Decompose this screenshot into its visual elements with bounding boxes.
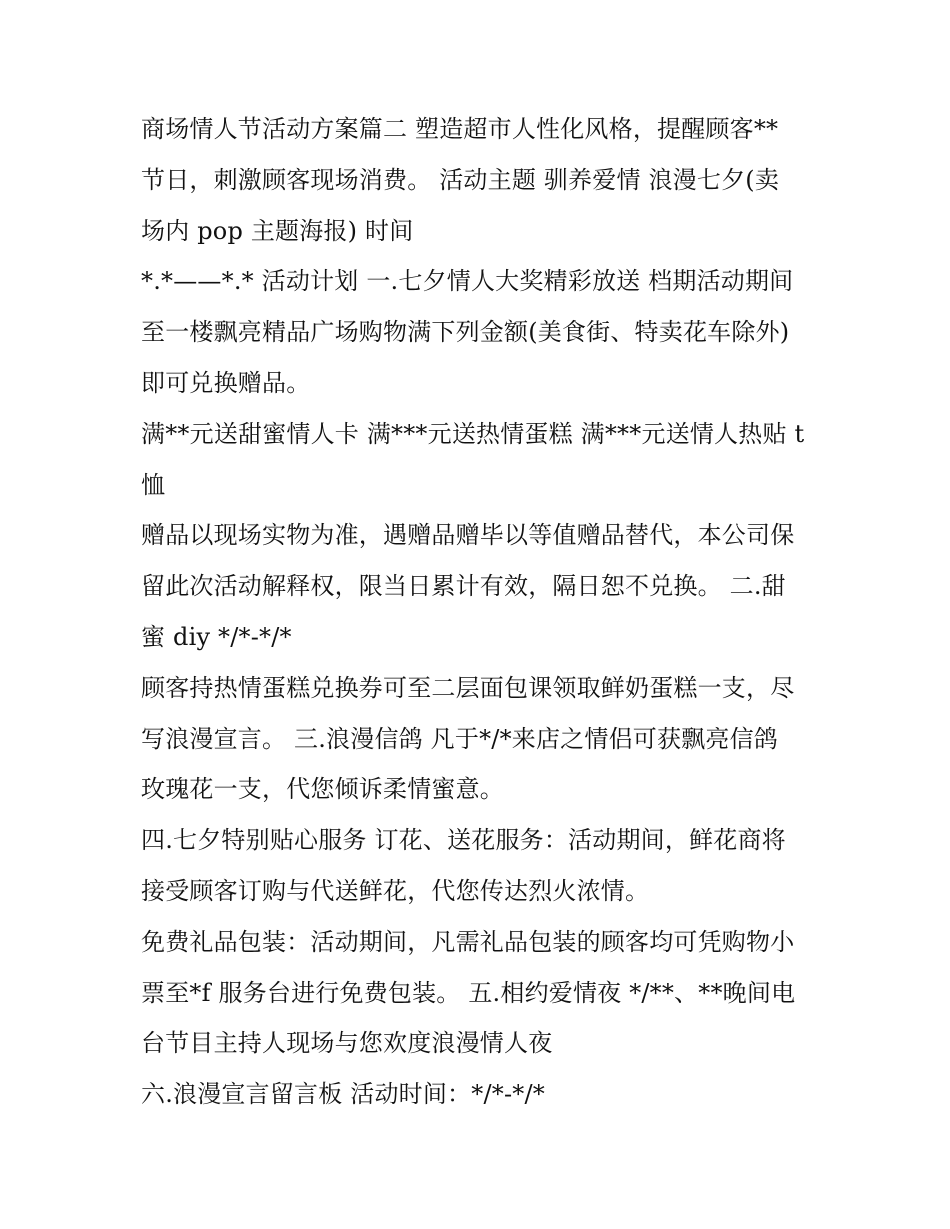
text-line: 四.七夕特别贴心服务 订花、送花服务：活动期间，鲜花商将: [141, 826, 786, 855]
text-line: 场内 pop 主题海报) 时间: [141, 216, 414, 245]
text-line: 顾客持热情蛋糕兑换券可至二层面包课领取鲜奶蛋糕一支，尽: [141, 673, 795, 702]
text-line: 票至*f 服务台进行免费包装。 五.相约爱情夜 */**、**晚间电: [141, 978, 796, 1007]
text-line: 蜜 diy */*-*/*: [141, 622, 292, 651]
text-line: 六.浪漫宣言留言板 活动时间：*/*-*/*: [141, 1080, 545, 1109]
text-line: 台节目主持人现场与您欢度浪漫情人夜: [141, 1029, 553, 1058]
text-line: 留此次活动解释权，限当日累计有效，隔日恕不兑换。 二.甜: [141, 572, 786, 601]
text-line: 至一楼飘亮精品广场购物满下列金额(美食街、特卖花车除外): [141, 318, 790, 347]
text-line: 商场情人节活动方案篇二 塑造超市人性化风格，提醒顾客**: [141, 115, 779, 143]
text-line: 恤: [141, 470, 166, 499]
document-body: [141, 107, 821, 1123]
text-line: 即可兑换赠品。: [141, 368, 311, 397]
text-line: 节日，刺激顾客现场消费。 活动主题 驯养爱情 浪漫七夕(卖: [141, 165, 780, 194]
text-line: *.*——*.* 活动计划 一.七夕情人大奖精彩放送 档期活动期间: [141, 267, 794, 296]
text-line: 赠品以现场实物为准，遇赠品赠毕以等值赠品替代，本公司保: [141, 521, 795, 550]
text-line: 接受顾客订购与代送鲜花，代您传达烈火浓情。: [141, 876, 650, 905]
text-line: 免费礼品包装：活动期间，凡需礼品包装的顾客均可凭购物小: [141, 927, 795, 956]
text-line: 玫瑰花一支，代您倾诉柔情蜜意。: [141, 775, 504, 804]
text-line: 写浪漫宣言。 三.浪漫信鸽 凡于*/*来店之情侣可获飘亮信鸽: [141, 724, 778, 753]
text-line: 满**元送甜蜜情人卡 满***元送热情蛋糕 满***元送情人热贴 t: [141, 419, 805, 448]
